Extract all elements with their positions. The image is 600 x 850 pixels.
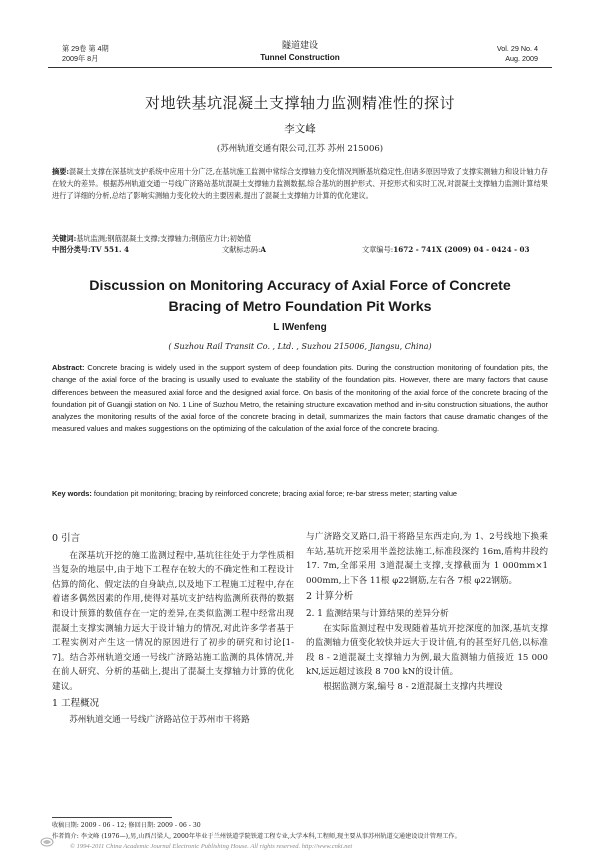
clc-field [52, 245, 222, 255]
author-en: L IWenfeng [273, 322, 327, 333]
date-en: Aug. 2009 [505, 54, 538, 63]
volume-en: Vol. 29 No. 4 [496, 44, 538, 53]
volume-zh: 第 29卷 第 4期 [62, 44, 109, 53]
section-1-heading: 1 工程概况 [52, 697, 100, 709]
keywords-zh-text: 基坑监测;钢筋混凝土支撑;支撑轴力;钢筋应力计;初始值 [76, 234, 252, 243]
footnote-received: 收稿日期: 2009 - 06 - 12; 修回日期: 2009 - 06 - 30 [52, 822, 201, 829]
footnote-divider [52, 817, 172, 818]
affiliation-en: ( Suzhou Rail Transit Co. , Ltd. , Suzhou 215006, Jiangsu, China) [168, 342, 432, 351]
article-no-label: 文章编号: [362, 245, 394, 254]
clc-value: TV 551. 4 [90, 245, 130, 254]
title-zh: 对地铁基坑混凝土支撑轴力监测精准性的探讨 [144, 94, 455, 112]
body-right-column [306, 530, 548, 695]
keywords-en-label: Key words: [52, 489, 92, 498]
classification-row [52, 245, 548, 255]
footnote-author-bio: 作者简介: 李文峰 (1976—),男,山西吕梁人, 2000年毕业于兰州铁道学院铁道工程专业,大学本科,工程师,现主要从事苏州轨道交通建设设计管理工作。 [52, 833, 461, 840]
section-2-1-paragraph-1: 在实际监测过程中发现随着基坑开挖深度的加深,基坑支撑的监测轴力值变化较快并远大于设计值,有的甚至好几倍,以标准段 8 - 2道混凝土支撑轴力为例,最大监测轴力值接近 15 000 kN,远远超过该段 8 700 kN的设计值。 [306, 623, 548, 678]
body-left-column [52, 530, 294, 728]
keywords-en-text: foundation pit monitoring; bracing by reinforced concrete; bracing axial force; re-bar stress meter; starting value [93, 489, 458, 498]
copyright-notice: © 1994-2011 China Academic Journal Electronic Publishing House. All rights reserved. http://www.cnki.net [70, 843, 353, 850]
doc-code-label: 文献标志码: [222, 245, 261, 254]
article-no-field [362, 245, 530, 255]
section-2-1-heading: 2. 1 监测结果与计算结果的差异分析 [306, 608, 449, 619]
title-en [0, 276, 600, 318]
keywords-zh [52, 233, 548, 245]
section-1-paragraph-cont: 与广济路交叉路口,沿干将路呈东西走向,为 1、2号线地下换乘车站,基坑开挖采用半盖挖法施工,标准段深约 16m,盾构井段约 17. 7m,全部采用 3道混凝土支撑,支撑截面为 1 000mm×1 000mm,上下各 11根 φ22钢筋,左右各 7根 φ22钢筋。 [306, 532, 548, 586]
doc-code-value: A [260, 245, 266, 254]
section-2-1-paragraph-2: 根据监测方案,编号 8 - 2道混凝土支撑内共埋设 [323, 681, 503, 692]
abstract-en-text: Concrete bracing is widely used in the support system of deep foundation pits. During the construction monitoring of foundation pits, the change of the axial force of the bracing is usually used to evaluate the stability of the foundation pits. However, there are many factors that cause differences between the measured axial force and the designed axial force. On basis of the monitoring of the axial force of the concrete bracing of the foundation pit of Guangji station on No. 1 Line of Suzhou Metro, the retaining structure excavation method and in-situ construction situations, the author analyzes the monitoring results of the axial force of the concrete bracing in detail, summarizes the main factors that cause dramatic changes of the measured values and makes suggestions on the optimizing of the calculation of the axial force of the concrete bracing. [52, 363, 549, 434]
date-zh: 2009年 8月 [62, 54, 99, 63]
abstract-zh-text: 混凝土支撑在深基坑支护系统中应用十分广泛,在基坑施工监测中常综合支撑轴力变化情况判断基坑稳定性,但诸多原因导致了支撑实测轴力和设计轴力存在较大的差异。根据苏州轨道交通一号线广济路站基坑混凝土支撑轴力监测数据,综合基坑的围护形式、开挖形式和实时工况,对混凝土支撑轴力监测计算结果进行了详细的分析,总结了影响实测轴力变化较大的主要因素,提出了混凝土支撑轴力计算的优化建议。 [52, 167, 548, 201]
section-0-paragraph: 在深基坑开挖的施工监测过程中,基坑往往处于力学性质相当复杂的地层中,由于地下工程存在较大的不确定性和工程设计估算的简化、假定法的自身缺点,以及地下工程施工过程中,存在着诸多偶然因素的作用,使得对基坑支护结构监测所获得的数据和设计预算的数值存在一定的差异,在类似监测工程中经常出现混凝土支撑实测轴力远大于设计轴力的情况,对此许多学者基于工程实例对产生这一情况的原因进行了初步的研究和讨论[1-7]。结合苏州轨道交通一号线广济路站施工监测的具体情况,并在前人研究、分析的基础上,提出了混凝土支撑轴力计算的优化建议。 [52, 550, 294, 692]
abstract-zh-label: 摘要: [52, 167, 70, 176]
header-right [497, 44, 538, 64]
article-no-value: 1672 - 741X (2009) 04 - 0424 - 03 [393, 245, 530, 254]
keywords-zh-label: 关键词: [52, 234, 77, 243]
abstract-en-label: Abstract: [52, 363, 85, 372]
header-divider [48, 67, 552, 68]
journal-en: Tunnel Construction [260, 53, 340, 62]
journal-zh: 隧道建设 [281, 41, 318, 51]
keywords-en [52, 487, 548, 500]
title-en-line2: Bracing of Metro Foundation Pit Works [168, 299, 432, 315]
section-0-heading: 0 引言 [52, 533, 81, 544]
author-zh: 李文峰 [284, 123, 316, 135]
abstract-en [52, 362, 548, 436]
section-2-heading: 2 计算分析 [306, 591, 354, 603]
abstract-zh [52, 166, 548, 203]
clc-label: 中图分类号: [52, 245, 91, 254]
publisher-logo-icon [40, 837, 54, 847]
doc-code-field [222, 245, 362, 255]
title-en-line1: Discussion on Monitoring Accuracy of Axial Force of Concrete [89, 278, 511, 294]
affiliation-zh: (苏州轨道交通有限公司,江苏 苏州 215006) [216, 144, 384, 154]
section-1-paragraph-start: 苏州轨道交通一号线广济路站位于苏州市干将路 [69, 715, 250, 726]
